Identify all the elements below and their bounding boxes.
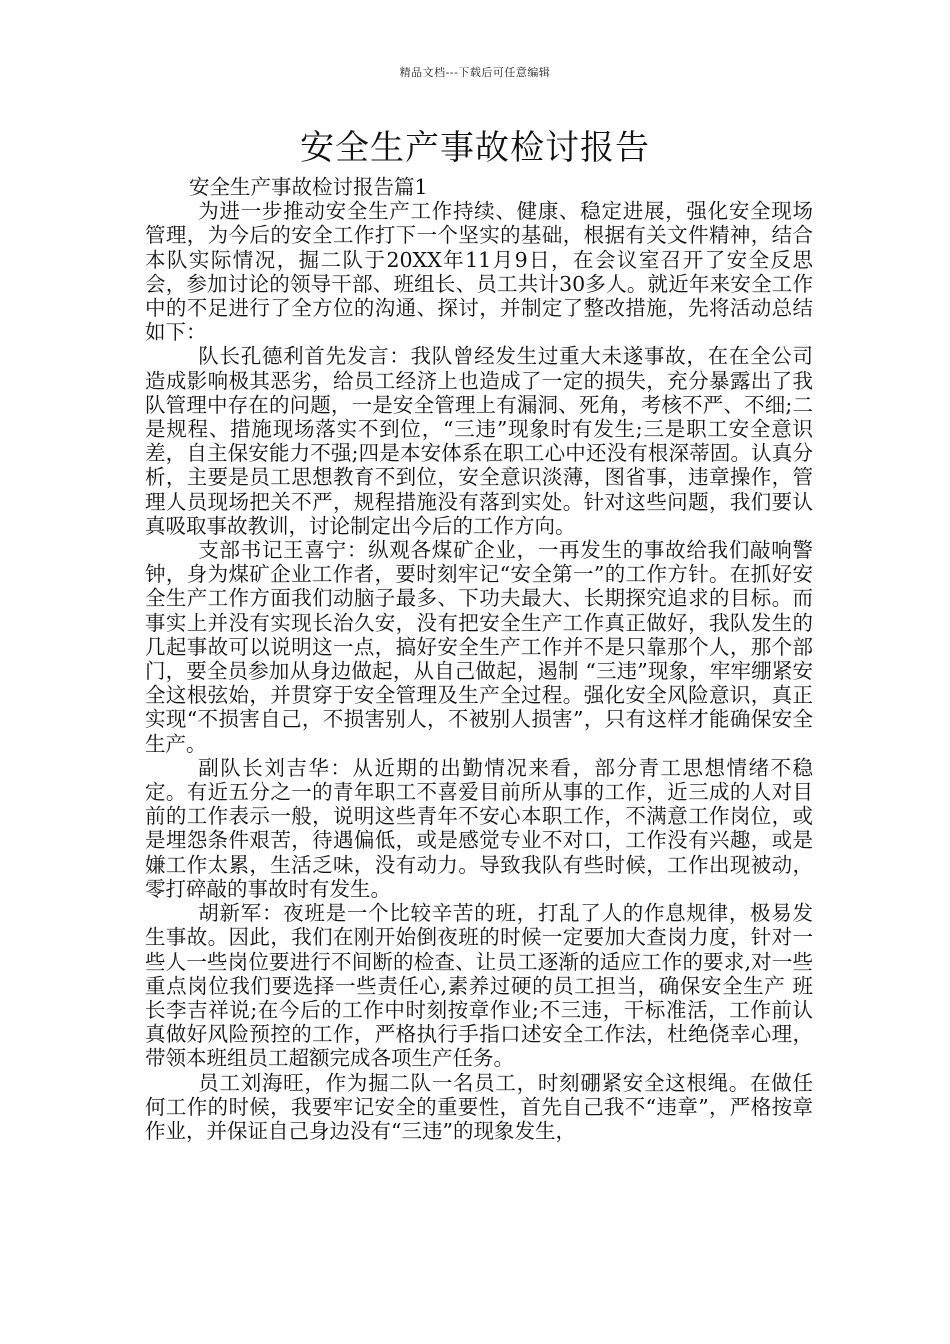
paragraph-intro: 为进一步推动安全生产工作持续、健康、稳定进展，强化安全现场管理，为今后的安全工作打下一个坚实的基础，根据有关文件精神，结合本队实际情况，掘二队于20XX年11月9日，在会议室召开了安全反思会，参加讨论的领导干部、班组长、员工共计30多人。就近年来安全工作中的不足进行了全方位的沟通、探讨，并制定了整改措施，先将活动总结如下： bbox=[145, 199, 813, 345]
paragraph-secretary-speech: 支部书记王喜宁：纵观各煤矿企业，一再发生的事故给我们敲响警钟，身为煤矿企业工作者，要时刻牢记“安全第一”的工作方针。在抓好安全生产工作方面我们动脑子最多、下功夫最大、长期探究追求的目标。而事实上并没有实现长治久安，没有把安全生产工作真正做好，我队发生的几起事故可以说明这一点，搞好安全生产工作并不是只靠那个人，那个部门，要全员参加从身边做起，从自己做起，遏制 “三违”现象，牢牢绷紧安全这根弦始，并贯穿于安全管理及生产全过程。强化安全风险意识，真正实现“不损害自己，不损害别人，不被别人损害”，只有这样才能确保安全生产。 bbox=[145, 538, 813, 756]
header-note: 精品文档---下载后可任意编辑 bbox=[399, 66, 551, 79]
document-body bbox=[145, 175, 813, 1143]
paragraph-deputy-speech: 副队长刘吉华：从近期的出勤情况来看，部分青工思想情绪不稳定。有近五分之一的青年职工不喜爱目前所从事的工作，近三成的人对目前的工作表示一般，说明这些青年不安心本职工作，不满意工作岗位，或是埋怨条件艰苦，待遇偏低，或是感觉专业不对口，工作没有兴趣，或是嫌工作太累，生活乏味，没有动力。导致我队有些时候，工作出现被动，零打碎敲的事故时有发生。 bbox=[145, 755, 813, 901]
paragraph-captain-speech: 队长孔德利首先发言：我队曾经发生过重大未遂事故，在在全公司造成影响极其恶劣，给员工经济上也造成了一定的损失，充分暴露出了我队管理中存在的问题，一是安全管理上有漏洞、死角，考核不严、不细;二是规程、措施现场落实不到位，“三违”现象时有发生;三是职工安全意识差，自主保安能力不强;四是本安体系在职工心中还没有根深蒂固。认真分析，主要是员工思想教育不到位，安全意识淡薄，图省事，违章操作，管理人员现场把关不严，规程措施没有落到实处。针对这些问题，我们要认真吸取事故教训，讨论制定出今后的工作方向。 bbox=[145, 344, 813, 538]
document-subtitle: 安全生产事故检讨报告篇1 bbox=[189, 175, 428, 199]
paragraph-employee-speech: 员工刘海旺，作为掘二队一名员工，时刻硼紧安全这根绳。在做任何工作的时候，我要牢记安全的重要性，首先自己我不“违章”，严格按章作业，并保证自己身边没有“三违”的现象发生， bbox=[145, 1070, 813, 1143]
document-title: 安全生产事故检讨报告 bbox=[300, 128, 650, 168]
paragraph-hu-speech: 胡新军：夜班是一个比较辛苦的班，打乱了人的作息规律，极易发生事故。因此，我们在刚开始倒夜班的时候一定要加大查岗力度，针对一些人一些岗位要进行不间断的检查、让员工逐渐的适应工作的要求,对一些重点岗位我们要选择一些责任心,素养过硬的员工担当，确保安全生产 班长李吉祥说;在今后的工作中时刻按章作业;不三违，干标准活，工作前认真做好风险预控的工作，严格执行手指口述安全工作法，杜绝侥幸心理，带领本班组员工超额完成各项生产任务。 bbox=[145, 901, 813, 1071]
